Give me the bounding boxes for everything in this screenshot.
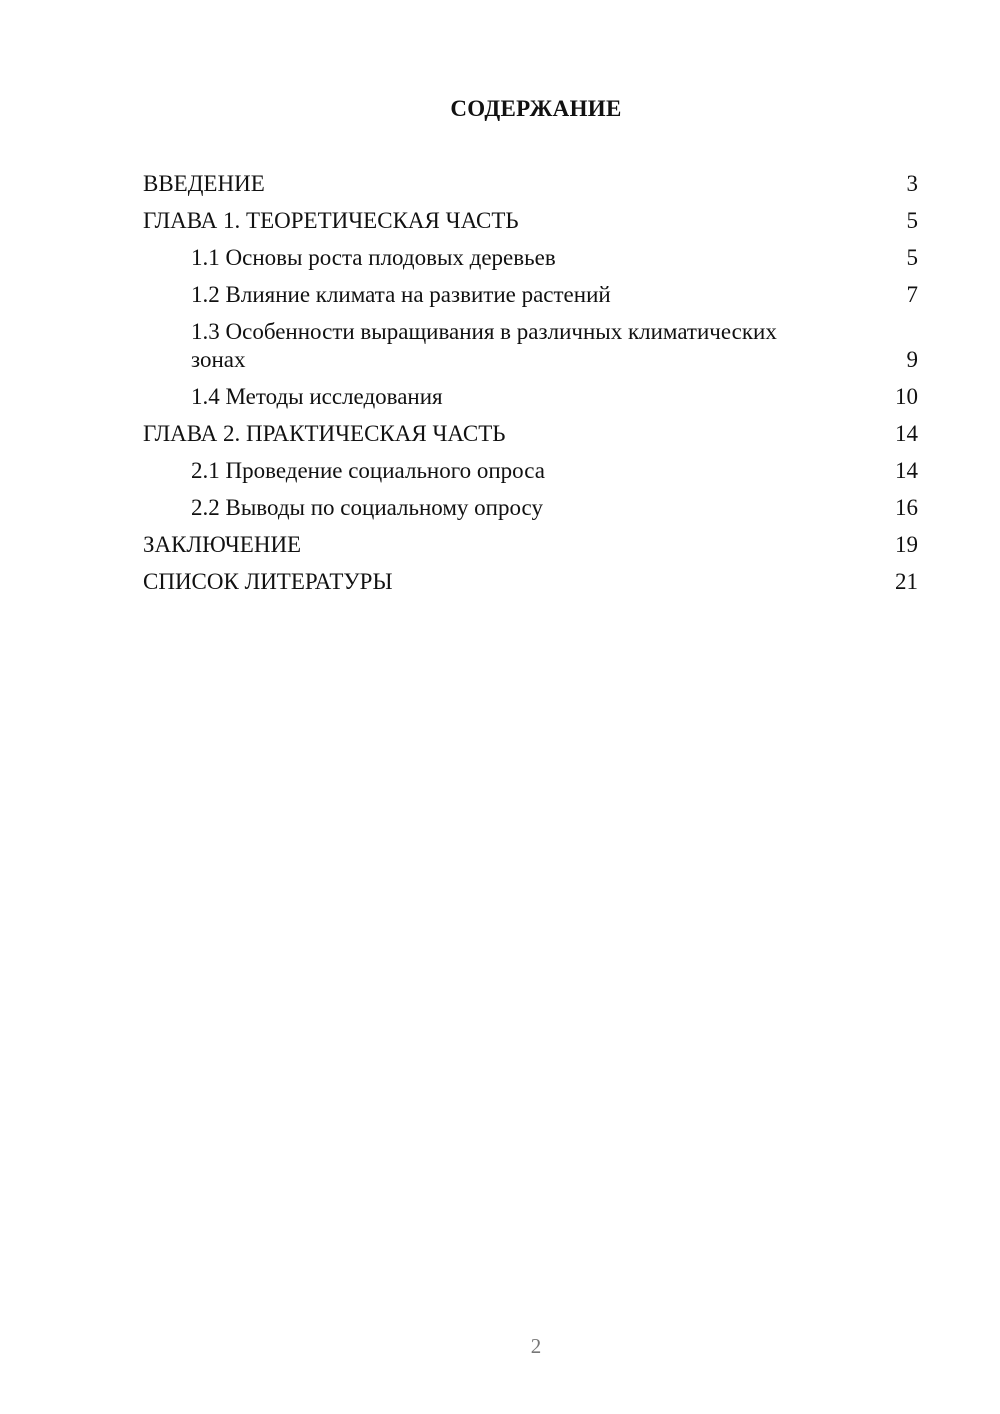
toc-entry-label: 2.1 Проведение социального опроса — [191, 458, 545, 483]
toc-entry-page: 14 — [895, 458, 918, 483]
toc-entry-page: 5 — [906, 245, 918, 270]
toc-entry-section-1-2 — [143, 281, 918, 309]
toc-entry-introduction — [143, 170, 918, 198]
toc-entry-label: ГЛАВА 1. ТЕОРЕТИЧЕСКАЯ ЧАСТЬ — [143, 208, 519, 233]
toc-entry-page: 7 — [906, 282, 918, 307]
toc-entry-chapter-2 — [143, 420, 918, 448]
toc-title: СОДЕРЖАНИЕ — [450, 96, 622, 121]
toc-entry-label: 1.3 Особенности выращивания в различных климатических зонах — [191, 319, 777, 372]
toc-entry-section-1-4 — [143, 383, 918, 411]
toc-entry-section-2-1 — [143, 457, 918, 485]
toc-entry-label: ВВЕДЕНИЕ — [143, 171, 265, 196]
toc-entry-section-1-1 — [143, 244, 918, 272]
toc-entry-label: 2.2 Выводы по социальному опросу — [191, 495, 543, 520]
toc-entry-page: 5 — [906, 208, 918, 233]
toc-entry-label: 1.1 Основы роста плодовых деревьев — [191, 245, 556, 270]
toc-entry-chapter-1 — [143, 207, 918, 235]
toc-entry-page: 9 — [906, 347, 918, 372]
toc-entry-conclusion — [143, 531, 918, 559]
toc-entry-label: 1.4 Методы исследования — [191, 384, 443, 409]
toc-entry-page: 10 — [895, 384, 918, 409]
toc-entry-section-2-2 — [143, 494, 918, 522]
toc-entry-page: 21 — [895, 569, 918, 594]
toc-entry-label: 1.2 Влияние климата на развитие растений — [191, 282, 611, 307]
toc-entry-references — [143, 568, 918, 596]
toc-entry-page: 16 — [895, 495, 918, 520]
table-of-contents — [143, 170, 918, 605]
toc-entry-label: СПИСОК ЛИТЕРАТУРЫ — [143, 569, 393, 594]
toc-entry-label: ЗАКЛЮЧЕНИЕ — [143, 532, 302, 557]
page-number: 2 — [530, 1334, 542, 1358]
toc-entry-page: 19 — [895, 532, 918, 557]
toc-entry-page: 3 — [906, 171, 918, 196]
toc-entry-label: ГЛАВА 2. ПРАКТИЧЕСКАЯ ЧАСТЬ — [143, 421, 506, 446]
toc-entry-section-1-3 — [143, 318, 918, 374]
toc-entry-page: 14 — [895, 421, 918, 446]
